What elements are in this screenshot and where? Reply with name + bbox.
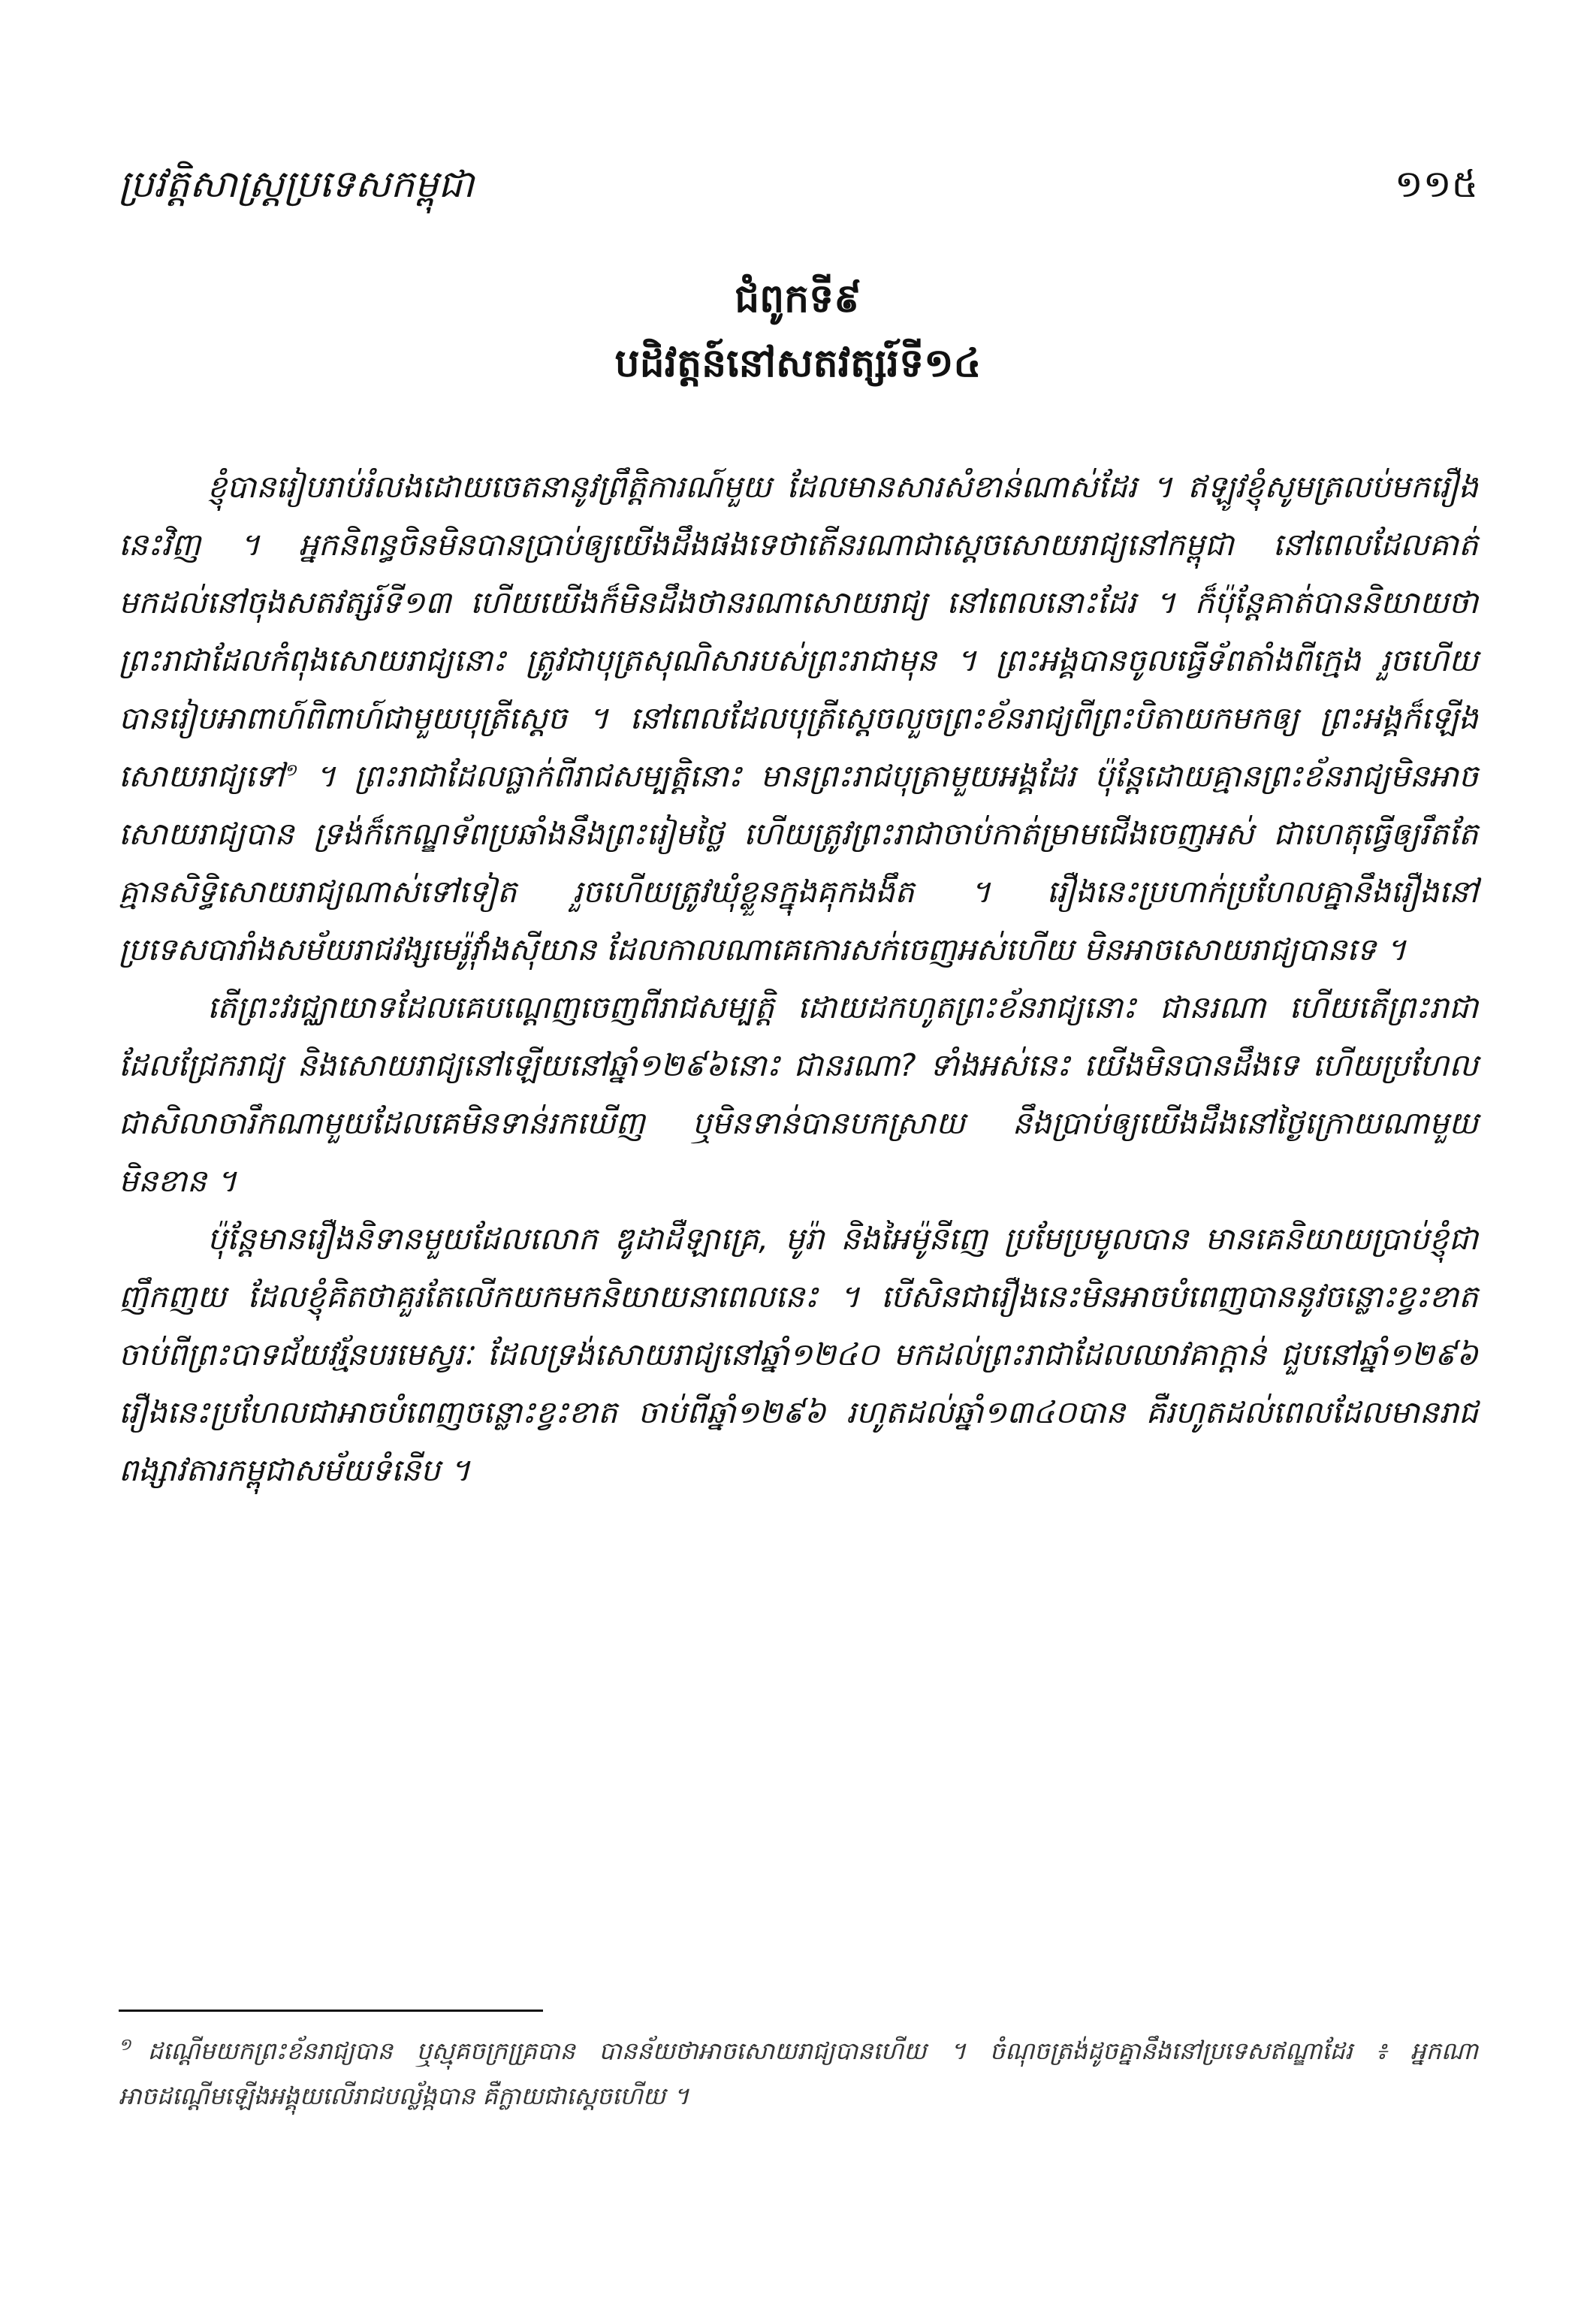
footnote-divider [119,2010,543,2012]
footnote-marker: ១ [119,2036,131,2055]
paragraph-2: តើព្រះវរជ្ឈាយាទដែលគេបណ្តេញចេញពីរាជសម្បត្តិ ដោយដកហូតព្រះខ័នរាជ្យនោះ ជានរណា ហើយតើព្រះរាជាដែលជ្រែករាជ្យ និងសោយរាជ្យនៅឡើយនៅឆ្នាំ១២៩៦នោះ ជានរណា? ទាំងអស់នេះ យើងមិនបានដឹងទេ ហើយប្រហែលជាសិលាចារឹកណាមួយដែលគេមិនទាន់រកឃើញ ឬមិនទាន់បានបកស្រាយ នឹងប្រាប់ឲ្យយើងដឹងនៅថ្ងៃក្រោយណាមួយមិនខាន ។ [119,989,1478,1199]
page-number: ១១៥ [1394,162,1478,206]
body-text [119,458,1478,1499]
chapter-title: បដិវត្តន៍នៅសតវត្សរ៍ទី១៤ [614,341,982,386]
chapter-number: ជំពូកទី៩ [735,276,861,322]
paragraph-1-text-b: ។ ព្រះរាជាដែលធ្លាក់ពីរាជសម្បត្តិនោះ មានព្រះរាជបុត្រាមួយអង្គដែរ ប៉ុន្តែដោយគ្មានព្រះខ័នរាជ្យមិនអាចសោយរាជ្យបាន ទ្រង់ក៏កេណ្ឌទ័ពប្រឆាំងនឹងព្រះរៀមថ្លៃ ហើយត្រូវព្រះរាជាចាប់កាត់ម្រាមជើងចេញអស់ ជាហេតុធ្វើឲ្យរឹតតែគ្មានសិទ្ធិសោយរាជ្យណាស់ទៅទៀត រួចហើយត្រូវឃុំខ្លួនក្នុងគុកងងឹត ។ រឿងនេះប្រហាក់ប្រហែលគ្នានឹងរឿងនៅប្រទេសបារាំងសម័យរាជវង្សមេរ៉ូវ៉ាំងស៊ីយាន ដែលកាលណាគេកោរសក់ចេញអស់ហើយ មិនអាចសោយរាជ្យបានទេ ។ [119,758,1478,968]
paragraph-1-text-a: ខ្ញុំបានរៀបរាប់រំលងដោយចេតនានូវព្រឹត្តិការណ៍មួយ ដែលមានសារសំខាន់ណាស់ដែរ ។ ឥឡូវខ្ញុំសូមត្រលប់មករឿងនេះវិញ ។ អ្នកនិពន្ធចិនមិនបានប្រាប់ឲ្យយើងដឹងផងទេថាតើនរណាជាស្តេចសោយរាជ្យនៅកម្ពុជា នៅពេលដែលគាត់មកដល់នៅចុងសតវត្សរ៍ទី១៣ ហើយយើងក៏មិនដឹងថានរណាសោយរាជ្យ នៅពេលនោះដែរ ។ ក៏ប៉ុន្តែគាត់បាននិយាយថា ព្រះរាជាដែលកំពុងសោយរាជ្យនោះ ត្រូវជាបុត្រសុណិសារបស់ព្រះរាជាមុន ។ ព្រះអង្គបានចូលធ្វើទ័ពតាំងពីក្មេង រួចហើយបានរៀបអាពាហ៍ពិពាហ៍ជាមួយបុត្រីស្តេច ។ នៅពេលដែលបុត្រីស្តេចលួចព្រះខ័នរាជ្យពីព្រះបិតាយកមកឲ្យ ព្រះអង្គក៏ឡើងសោយរាជ្យទៅ [119,469,1478,794]
footnote [119,2028,1478,2118]
footnote-text: ដណ្តើមយកព្រះខ័នរាជ្យបាន ឬស្មុគចក្រគ្រ្របាន បានន័យថាអាចសោយរាជ្យបានហើយ ។ ចំណុចត្រង់ដូចគ្នានឹងនៅប្រទេសឥណ្ឌាដែរ ៖ អ្នកណាអាចដណ្តើមឡើងអង្គុយលើរាជបល្ល័ង្កបាន គឺក្លាយជាស្តេចហើយ ។ [119,2037,1478,2110]
paragraph-1 [119,458,1478,979]
paragraph-3: ប៉ុន្តែមានរឿងនិទានមួយដែលលោក ឌូដាដឺឡាគ្រេ, មូរ៉ា និងអៃម៉ូនីញេ ប្រមែប្រមូលបាន មានគេនិយាយប្រាប់ខ្ញុំជាញឹកញយ ដែលខ្ញុំគិតថាគួរតែលើកយកមកនិយាយនាពេលនេះ ។ បើសិនជារឿងនេះមិនអាចបំពេញបាននូវចន្លោះខ្វះខាតចាប់ពីព្រះបាទជ័យវរ្ម័នបរមេស្វរៈ ដែលទ្រង់សោយរាជ្យនៅឆ្នាំ១២៤០ មកដល់ព្រះរាជាដែលឈាវគាក្តាន់ ជួបនៅឆ្នាំ១២៩៦ រឿងនេះប្រហែលជាអាចបំពេញចន្លោះខ្វះខាត ចាប់ពីឆ្នាំ១២៩៦ រហូតដល់ឆ្នាំ១៣៤០បាន គឺរហូតដល់ពេលដែលមានរាជពង្សាវតារកម្ពុជាសម័យទំនើប ។ [119,1221,1478,1488]
running-header [119,154,1478,214]
running-title: ប្រវត្តិសាស្ត្រប្រទេសកម្ពុជា [119,162,475,206]
footnote-reference[interactable]: ១ [284,761,297,781]
